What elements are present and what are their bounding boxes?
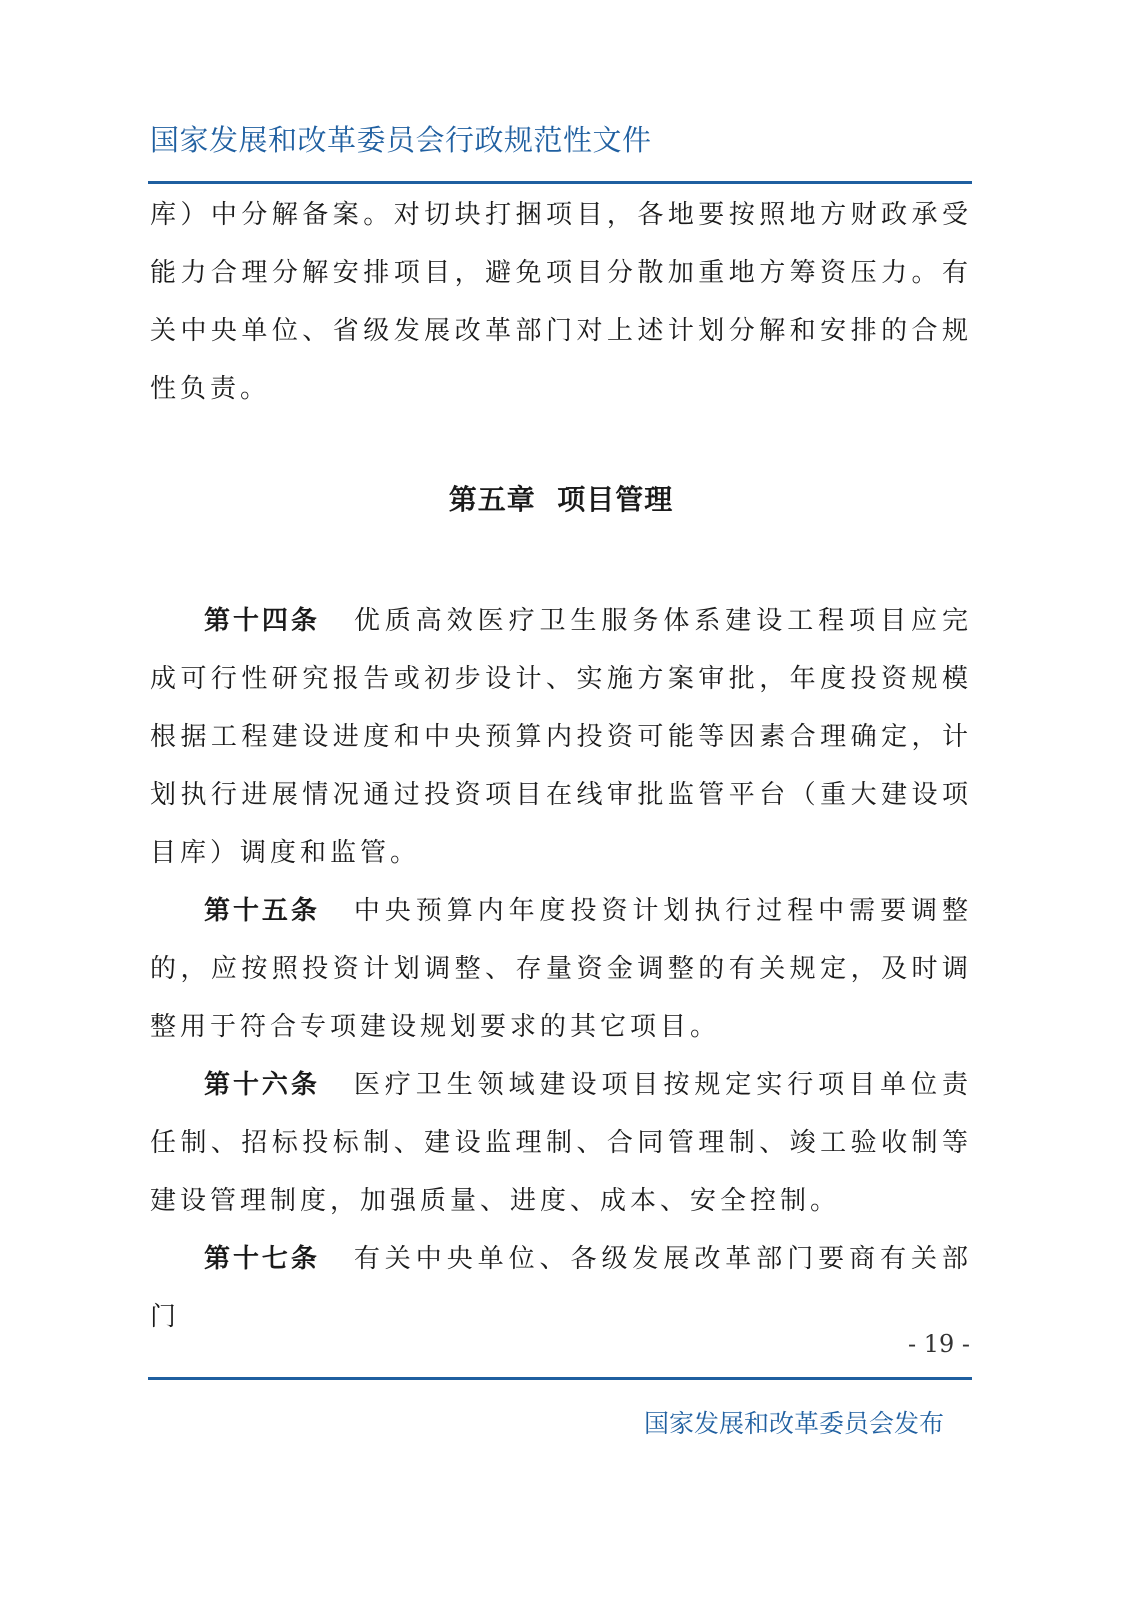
article-text: 医疗卫生领域建设项目按规定实行项目单位责任制、招标投标制、建设监理制、合同管理制、竣工验收制等建设管理制度，加强质量、进度、成本、安全控制。 [150,1070,972,1216]
article-text: 有关中央单位、各级发展改革部门要商有关部门 [150,1244,972,1332]
continuation-paragraph: 库）中分解备案。对切块打捆项目，各地要按照地方财政承受能力合理分解安排项目，避免项目分散加重地方筹资压力。有关中央单位、省级发展改革部门对上述计划分解和安排的合规性负责。 [150,200,972,404]
page-number: - 19 - [907,1330,970,1358]
article-17 [150,1230,972,1346]
header-divider [148,181,972,184]
article-16 [150,1056,972,1230]
chapter-title: 第五章 项目管理 [448,483,674,516]
footer-publisher: 国家发展和改革委员会发布 [643,1409,944,1438]
footer-divider [148,1377,972,1380]
article-label: 第十五条 [204,896,320,926]
article-label: 第十七条 [204,1244,320,1274]
article-text: 优质高效医疗卫生服务体系建设工程项目应完成可行性研究报告或初步设计、实施方案审批，年度投资规模根据工程建设进度和中央预算内投资可能等因素合理确定，计划执行进展情况通过投资项目在线审批监管平台（重大建设项目库）调度和监管。 [150,606,972,868]
article-label: 第十六条 [204,1070,320,1100]
article-15 [150,882,972,1056]
article-text: 中央预算内年度投资计划执行过程中需要调整的，应按照投资计划调整、存量资金调整的有关规定，及时调整用于符合专项建设规划要求的其它项目。 [150,896,972,1042]
document-header-title: 国家发展和改革委员会行政规范性文件 [150,123,652,157]
article-list [150,592,972,1346]
article-label: 第十四条 [204,606,320,636]
article-14 [150,592,972,882]
